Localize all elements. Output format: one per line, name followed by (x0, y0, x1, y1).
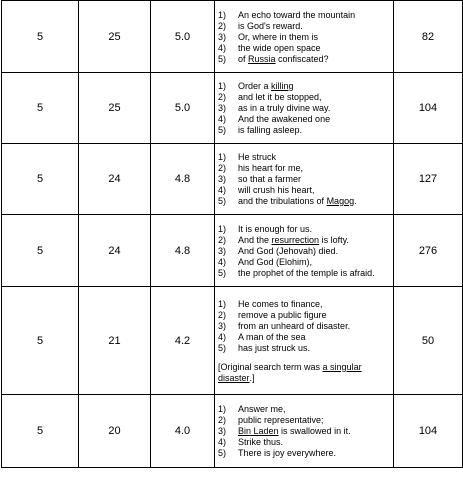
verse-line (218, 235, 389, 246)
line-text (238, 43, 321, 54)
line-number: 5) (218, 267, 227, 278)
verse-line (218, 185, 389, 196)
line-number: 3) (218, 31, 227, 42)
line-number: 3) (218, 426, 227, 436)
cell-col5: 127 (394, 144, 463, 215)
line-number: 2) (218, 309, 227, 320)
search-term-note (218, 362, 389, 373)
verse-line (218, 10, 389, 21)
line-text (238, 332, 306, 343)
line-number: 1) (218, 9, 227, 20)
line-number: 1) (218, 223, 227, 234)
line-number: 2) (218, 163, 227, 173)
cell-col2: 25 (79, 1, 151, 73)
verse-line (218, 426, 389, 437)
verse-line (218, 152, 389, 163)
line-text (238, 310, 327, 321)
text-fragment: has just struck us. (238, 342, 311, 353)
line-text (238, 32, 318, 43)
verse-line (218, 54, 389, 65)
verse-line (218, 321, 389, 332)
cell-col2: 24 (79, 144, 151, 215)
table-row (2, 1, 463, 73)
line-number: 1) (218, 81, 227, 91)
line-number: 4) (218, 437, 227, 447)
verse-line (218, 246, 389, 257)
text-fragment: Order a (238, 81, 272, 91)
text-fragment: [Original search term was (218, 361, 323, 372)
text-fragment: as in a truly divine way. (238, 103, 331, 113)
text-fragment: And God (Jehovah) died. (238, 245, 339, 256)
line-number: 5) (218, 53, 227, 64)
text-fragment: A man of the sea (238, 331, 306, 342)
line-text (238, 152, 276, 163)
cell-col5: 50 (394, 287, 463, 395)
verse-line (218, 404, 389, 415)
line-text (238, 174, 301, 185)
line-number: 4) (218, 42, 227, 53)
text-fragment: and the tribulations of (238, 196, 327, 206)
cell-col3: 5.0 (151, 1, 215, 73)
underlined-term: disaster (218, 372, 250, 383)
line-text (238, 257, 312, 268)
text-fragment: from an unheard of disaster. (238, 320, 351, 331)
line-number: 1) (218, 152, 227, 162)
verse-line (218, 448, 389, 459)
line-number: 5) (218, 448, 227, 458)
line-number: 5) (218, 125, 227, 135)
text-fragment: is God's reward. (238, 20, 303, 31)
line-number: 5) (218, 196, 227, 206)
cell-col1: 5 (2, 73, 79, 144)
line-text (238, 235, 349, 246)
text-fragment: of (238, 53, 249, 64)
underlined-term: a singular (322, 361, 362, 372)
verse-line (218, 114, 389, 125)
line-number: 3) (218, 174, 227, 184)
line-number: 2) (218, 415, 227, 425)
text-fragment: And God (Elohim), (238, 256, 313, 267)
table-row (2, 144, 463, 215)
verse-line (218, 332, 389, 343)
cell-col1: 5 (2, 215, 79, 287)
cell-verse-lines (215, 1, 394, 73)
cell-col2: 21 (79, 287, 151, 395)
underlined-term: Bin Laden (238, 426, 279, 436)
verse-line (218, 81, 389, 92)
cell-verse-lines (215, 215, 394, 287)
line-number: 4) (218, 256, 227, 267)
cell-col3: 5.0 (151, 73, 215, 144)
text-fragment: confiscated? (275, 53, 329, 64)
table-row (2, 287, 463, 395)
verse-line (218, 343, 389, 354)
line-number: 3) (218, 320, 227, 331)
cell-col1: 5 (2, 1, 79, 73)
text-fragment: .] (249, 372, 255, 383)
line-number: 3) (218, 103, 227, 113)
text-fragment: is falling asleep. (238, 125, 303, 135)
line-text (238, 125, 302, 136)
line-text (238, 92, 322, 103)
line-text (238, 81, 294, 92)
cell-verse-lines (215, 395, 394, 468)
cell-col1: 5 (2, 144, 79, 215)
verse-line (218, 163, 389, 174)
line-text (238, 268, 375, 279)
line-number: 4) (218, 114, 227, 124)
line-number: 2) (218, 92, 227, 102)
text-fragment: Answer me, (238, 404, 286, 414)
line-text (238, 224, 312, 235)
cell-col2: 25 (79, 73, 151, 144)
verse-line (218, 43, 389, 54)
line-text (238, 163, 303, 174)
verse-line (218, 415, 389, 426)
line-text (238, 54, 329, 65)
text-fragment: An echo toward the mountain (238, 9, 356, 20)
verse-line (218, 92, 389, 103)
verse-line (218, 268, 389, 279)
text-fragment: his heart for me, (238, 163, 304, 173)
verse-line (218, 103, 389, 114)
text-fragment: is lofty. (319, 234, 349, 245)
cell-col3: 4.8 (151, 215, 215, 287)
text-fragment: the prophet of the temple is afraid. (238, 267, 375, 278)
text-fragment: It is enough for us. (238, 223, 313, 234)
line-number: 4) (218, 185, 227, 195)
line-text (238, 299, 323, 310)
line-text (238, 426, 351, 437)
text-fragment: the wide open space (238, 42, 321, 53)
results-table (1, 0, 463, 468)
verse-line (218, 257, 389, 268)
line-text (238, 404, 286, 415)
verse-line (218, 437, 389, 448)
cell-col5: 104 (394, 73, 463, 144)
search-term-note-continued (218, 373, 389, 384)
text-fragment: . (354, 196, 357, 206)
line-text (238, 196, 357, 207)
line-number: 4) (218, 331, 227, 342)
text-fragment: And the (238, 234, 272, 245)
line-text (238, 10, 355, 21)
text-fragment: Strike thus. (238, 437, 284, 447)
text-fragment: Or, where in them is (238, 31, 319, 42)
line-text (238, 448, 336, 459)
text-fragment: is swallowed in it. (278, 426, 351, 436)
underlined-term: killing (271, 81, 294, 91)
line-text (238, 437, 283, 448)
cell-col2: 24 (79, 215, 151, 287)
line-text (238, 114, 330, 125)
verse-line (218, 21, 389, 32)
underlined-term: Russia (248, 53, 276, 64)
cell-col2: 20 (79, 395, 151, 468)
text-fragment: so that a farmer (238, 174, 302, 184)
verse-line (218, 299, 389, 310)
cell-col1: 5 (2, 287, 79, 395)
table-row (2, 395, 463, 468)
line-text (238, 246, 338, 257)
table-row (2, 215, 463, 287)
cell-col3: 4.2 (151, 287, 215, 395)
verse-line (218, 32, 389, 43)
text-fragment: He struck (238, 152, 277, 162)
line-number: 1) (218, 298, 227, 309)
cell-col5: 104 (394, 395, 463, 468)
line-number: 3) (218, 245, 227, 256)
verse-line (218, 196, 389, 207)
underlined-term: resurrection (271, 234, 320, 245)
line-number: 5) (218, 342, 227, 353)
verse-line (218, 310, 389, 321)
line-number: 2) (218, 234, 227, 245)
text-fragment: and let it be stopped, (238, 92, 322, 102)
cell-col3: 4.8 (151, 144, 215, 215)
text-fragment: There is joy everywhere. (238, 448, 337, 458)
text-fragment: He comes to finance, (238, 298, 323, 309)
verse-line (218, 224, 389, 235)
verse-line (218, 125, 389, 136)
cell-verse-lines (215, 287, 394, 395)
results-table-body (2, 1, 463, 468)
line-number: 1) (218, 404, 227, 414)
line-text (238, 103, 330, 114)
text-fragment: remove a public figure (238, 309, 327, 320)
line-number: 2) (218, 20, 227, 31)
line-text (238, 321, 350, 332)
cell-col5: 82 (394, 1, 463, 73)
cell-col1: 5 (2, 395, 79, 468)
cell-verse-lines (215, 73, 394, 144)
cell-col5: 276 (394, 215, 463, 287)
verse-line (218, 174, 389, 185)
line-text (238, 185, 315, 196)
text-fragment: public representative; (238, 415, 324, 425)
line-text (238, 343, 310, 354)
underlined-term: Magog (326, 196, 355, 206)
cell-col3: 4.0 (151, 395, 215, 468)
text-fragment: And the awakened one (238, 114, 331, 124)
line-text (238, 415, 324, 426)
table-row (2, 73, 463, 144)
line-text (238, 21, 303, 32)
text-fragment: will crush his heart, (238, 185, 315, 195)
cell-verse-lines (215, 144, 394, 215)
